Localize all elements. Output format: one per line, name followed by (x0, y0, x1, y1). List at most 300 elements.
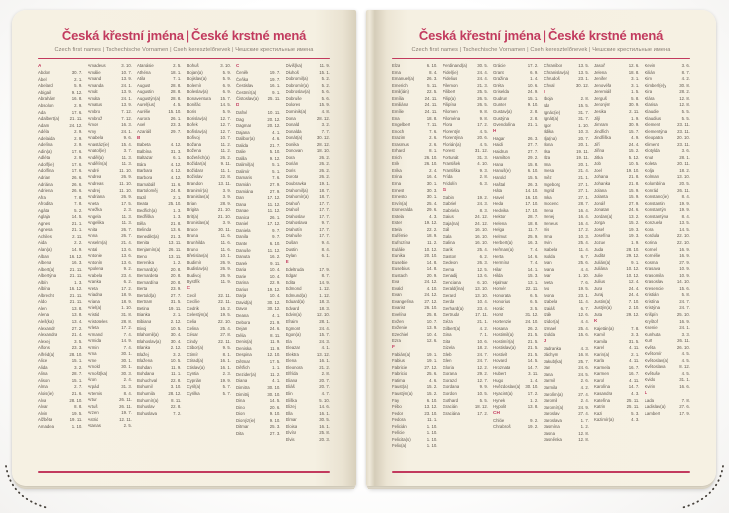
first-name: Gunter (493, 102, 507, 108)
first-name: Juraj (594, 292, 604, 298)
first-name: Elza (392, 63, 401, 69)
name-day-date: 18. 10. (316, 148, 330, 154)
name-day-date: 12. 6. (628, 63, 640, 69)
first-name: Eulálie (392, 246, 405, 252)
name-day-date: 17. 7. (319, 226, 330, 232)
name-day-date: 31. 7. (578, 116, 589, 122)
name-day-date: 27. 7. (527, 142, 539, 148)
name-day-date: 27. 9. (628, 200, 640, 206)
name-day-date: 16. 7. (628, 364, 640, 370)
first-name: Ábel (38, 76, 47, 82)
first-name: Kornel (644, 246, 657, 252)
name-day-date: 1. 10. (426, 423, 438, 429)
first-name: Kryštof (644, 318, 658, 324)
name-day-date: 26. 6. (71, 188, 83, 194)
first-name: Kordula (644, 233, 660, 239)
first-name: Karol (594, 377, 605, 383)
name-day-date: 4. 11. (629, 345, 640, 351)
name-day-date: 27. 9. (269, 182, 281, 188)
first-name: Gaius (442, 214, 454, 220)
first-name: Jasoň (594, 63, 606, 69)
name-day-date: 17. 5. (269, 358, 281, 364)
name-day-date: 13. 11. (168, 240, 182, 246)
name-day-date: 26. 10. (424, 305, 438, 311)
first-name: Andriana (87, 194, 105, 200)
name-day-date: 19. 12. (424, 220, 438, 226)
name-day-date: 1. 1. (272, 365, 281, 371)
name-day-date: 8. 4. (681, 194, 690, 200)
name-day-date: 31. 3. (170, 148, 182, 154)
first-name: Galina (442, 240, 455, 246)
name-day-date: 22. 10. (676, 239, 690, 245)
name-day-date: 16. 9. (679, 253, 690, 259)
name-day-date: 19. 7. (269, 76, 281, 82)
name-day-date: 4. 2. (681, 76, 690, 82)
first-name: Čestislav (236, 83, 254, 89)
first-name: Fabián(a) (392, 351, 411, 357)
name-day-date: 4. 3. (631, 391, 640, 397)
name-day-date: 20. 6. (269, 404, 281, 410)
name-day-date: 7. 6. (580, 279, 589, 285)
name-day-date: 28. 10. (69, 351, 83, 357)
title-separator: | (185, 28, 189, 43)
name-day-date: 28. 7. (527, 214, 539, 220)
first-name: Armand (87, 331, 103, 337)
name-day-date: 10. 7. (426, 318, 438, 324)
top-rule (38, 58, 330, 60)
name-day-date: 1. 2. (580, 424, 589, 430)
first-name: Dobromír(a) (285, 82, 309, 88)
first-name: Ariana (87, 298, 100, 304)
name-day-date: 28. 1. (319, 319, 330, 325)
name-day-date: 8. 1. (429, 148, 438, 154)
name-day-date: 18. 9. (121, 292, 132, 298)
name-day-date: 6. 5. (530, 292, 539, 298)
first-name: Alen (38, 305, 47, 311)
name-day-date: 26. 7. (121, 226, 132, 232)
name-day-date: 27. 4. (578, 391, 589, 397)
first-name: Květomír (644, 351, 662, 357)
name-day-date: 14. 8. (426, 259, 438, 265)
name-day-date: 14. 5. (527, 358, 539, 364)
first-name: Gracián (442, 404, 458, 410)
first-name: Kolombína (644, 181, 666, 187)
name-day-date: 26. 10. (424, 161, 438, 167)
name-day-date: 21. 4. (578, 168, 589, 174)
first-name: Garik (442, 247, 453, 252)
name-day-date: 25. 4. (578, 325, 589, 331)
name-column (38, 63, 83, 459)
name-day-date: 17. 10. (525, 207, 539, 213)
first-name: Eusebius (392, 266, 410, 272)
name-day-date: 13. 8. (527, 404, 539, 410)
name-day-date: 2. 5. (173, 63, 182, 69)
first-name: Gerald(ína) (442, 286, 465, 292)
first-name: Donát(a) (285, 135, 303, 141)
first-name: Ariadna (87, 292, 103, 298)
name-day-date: 26. 3. (426, 76, 438, 82)
first-name: Ima (543, 161, 551, 167)
name-day-date: 4. 4. (580, 319, 589, 325)
first-name: Amát (87, 89, 98, 95)
title-slovak: České krstné mená (548, 28, 664, 43)
first-name: Evelína (392, 311, 407, 317)
name-day-date: 21. 5. (527, 351, 539, 357)
name-day-date: 11. 1. (427, 417, 438, 423)
first-name: Běla (137, 220, 146, 226)
name-day-date: 24. 1. (679, 325, 690, 331)
name-day-date: 19. 2. (477, 194, 488, 200)
name-day-date: 26. 2. (319, 174, 330, 180)
first-name: Benjamín(a) (137, 247, 161, 252)
name-day-date: 17. 12. (267, 195, 281, 201)
first-name: Filomen (442, 109, 458, 115)
name-day-date: 27. 6. (679, 404, 690, 410)
name-day-date: 30. 3. (121, 370, 132, 376)
first-name: Gustav(a) (493, 109, 512, 115)
name-day-date: 5. 2. (74, 207, 83, 213)
first-name: Faust(a) (392, 384, 408, 390)
first-name: Bernardína (137, 279, 159, 285)
name-day-date: 11. 6. (220, 233, 231, 239)
name-day-date: 23. 3. (71, 345, 83, 351)
first-name: Darie (236, 273, 247, 279)
name-day-date: 3. 6. (681, 63, 690, 69)
name-day-date: 1. 9. (631, 239, 640, 245)
first-name: Ernesto (392, 194, 407, 200)
name-day-date: 4. 2. (580, 384, 589, 390)
name-day-date: 14. 6. (527, 253, 539, 259)
first-name: Gerard (442, 292, 456, 298)
first-name: Adelína (38, 142, 53, 148)
first-name: Alban (38, 253, 49, 259)
name-day-date: 5. 7. (222, 384, 231, 390)
name-day-date: 30. 10. (267, 391, 281, 397)
name-day-date: 7. 4. (123, 331, 132, 337)
name-day-date: 30. 12. (267, 299, 281, 305)
title-slovak: České krstné mená (191, 28, 307, 43)
name-day-date: 3. 1. (631, 82, 640, 88)
first-name: Gražina (493, 76, 509, 82)
first-name: Jiřina (594, 148, 605, 154)
first-name: Dobromil(a) (285, 76, 308, 82)
first-name: Alexandr (38, 325, 55, 331)
name-day-date: 6. 2. (123, 279, 132, 285)
name-day-date: 10. 6. (527, 82, 539, 88)
name-day-date: 5. 9. (222, 69, 231, 75)
name-day-date: 25. 5. (477, 89, 488, 95)
first-name: Angelika (87, 220, 104, 226)
section-letter-label: C (186, 286, 190, 292)
name-day-date: 8. 11. (171, 397, 182, 403)
first-name: Konrád (644, 187, 659, 193)
name-day-date: 9. 10. (269, 411, 281, 417)
name-day-date: 14. 9. (121, 338, 132, 344)
name-day-date: 18. 8. (628, 69, 640, 75)
first-name: Emília (392, 95, 404, 101)
name-day-date: 25. 10. (168, 201, 182, 207)
name-day-date: 7. 6. (272, 175, 281, 181)
name-day-date: 2. 10. (628, 305, 640, 311)
name-day-date: 16. 10. (474, 240, 488, 246)
name-day-date: 1. 9. (631, 115, 640, 121)
first-name: Brunhilda (186, 239, 205, 245)
first-name: Kunhuta (644, 331, 661, 337)
first-name: Adolf(ie) (38, 161, 55, 167)
name-day-date: 20. 7. (578, 135, 589, 141)
first-name: Albína (38, 286, 51, 292)
name-day-date: 29. 6. (426, 207, 438, 213)
name-day-date: 23. 9. (170, 286, 182, 292)
first-name: Čistoslav(a) (236, 96, 259, 102)
name-day-date: 2. 7. (74, 384, 83, 390)
name-day-date: 25. 4. (426, 200, 438, 206)
name-day-date: 21. 11. (69, 299, 83, 305)
first-name: Hjalmar (493, 279, 508, 285)
name-column (88, 63, 133, 459)
first-name: Gothard (442, 397, 459, 403)
name-day-date: 17. 2. (477, 122, 488, 128)
first-name: Bedřich(a) (137, 207, 157, 213)
first-name: Johanka (594, 181, 611, 187)
first-name: Alena (38, 312, 49, 318)
first-name: Alida (38, 364, 48, 370)
name-day-date: 11. 10. (119, 187, 132, 193)
name-day-date: 15. 4. (121, 141, 132, 147)
first-name: Helmut (493, 233, 507, 239)
first-name: Aranka (87, 279, 102, 285)
first-name: Amatus (87, 102, 103, 108)
first-name: Absolon (38, 102, 54, 108)
name-day-date: 3. 10. (121, 63, 132, 69)
first-name: Břetislav(a) (186, 253, 209, 259)
name-day-date: 5. 8. (631, 95, 640, 101)
first-name: Gabriel (442, 201, 457, 207)
name-day-date: 31. 7. (578, 109, 589, 115)
first-name: Anna (87, 233, 98, 239)
first-name: Kamila (594, 338, 608, 344)
first-name: Igor (543, 122, 551, 128)
first-name: Edeltruda (285, 266, 304, 272)
first-name: Celia (186, 319, 197, 325)
first-name: Dimitrij (236, 391, 250, 397)
first-name: Dino (236, 404, 245, 410)
name-day-date: 8. 11. (270, 332, 281, 338)
first-name: Arzen (87, 410, 99, 416)
name-day-date: 13. 9. (121, 76, 132, 82)
first-name: Filibert (442, 89, 456, 95)
name-day-date: 9. 12. (71, 89, 83, 95)
first-name: Elmar (285, 417, 297, 423)
first-name: Dalila (236, 155, 247, 161)
first-name: Eliška (285, 397, 297, 403)
first-name: Brian (186, 200, 197, 206)
name-day-date: 20. 1. (578, 161, 589, 167)
name-day-date: 17. 2. (121, 285, 132, 291)
name-day-date: 26. 2. (319, 154, 330, 160)
first-name: Čeněk (236, 70, 249, 76)
first-name: Gilbert(a) (442, 325, 461, 331)
first-name: Alžběta (38, 417, 53, 423)
first-name: Ingrid (543, 188, 555, 194)
name-day-date: 21. 2. (319, 364, 330, 370)
name-day-row (493, 404, 539, 411)
name-day-date: 23. 1. (578, 76, 589, 82)
name-day-date: 25. 11. (626, 397, 640, 403)
first-name: Jindřich (594, 128, 609, 134)
first-name: Ela (285, 338, 292, 344)
name-day-date: 11. 12. (267, 201, 281, 207)
first-name: Fidelius (442, 76, 458, 82)
name-day-date: 4. 12. (170, 161, 182, 167)
name-day-date: 21. 5. (527, 332, 539, 338)
name-day-date: 22. 11. (525, 286, 539, 292)
name-day-date: 27. 9. (269, 188, 281, 194)
name-day-date: 6. 1. (173, 155, 182, 161)
first-name: Fidel(ie) (442, 69, 459, 75)
name-day-date: 10. 1. (220, 253, 231, 259)
first-name: Amadea (38, 423, 55, 429)
name-day-date: 17. 9. (679, 410, 690, 416)
name-day-date: 26. 9. (121, 174, 132, 180)
name-day-date: 30. 9. (628, 102, 640, 108)
name-day-date: 2. 6. (580, 378, 589, 384)
first-name: Gustýna (493, 115, 510, 121)
first-name: Aneta (87, 200, 99, 206)
first-name: Jonatan (594, 207, 610, 213)
first-name: Drahomír(a) (285, 194, 309, 200)
first-name: Damián (236, 182, 251, 188)
name-day-date: 2. 1. (173, 312, 182, 318)
name-day-date: 11. 2. (270, 371, 281, 377)
first-name: Jozue (594, 239, 606, 245)
name-day-date: 5. 12. (628, 154, 640, 160)
first-name: Gvendolína (493, 122, 515, 128)
first-name: Eufrozína (392, 239, 411, 245)
name-day-date: 21. 7. (269, 142, 281, 148)
first-name: Filipína (442, 102, 457, 108)
name-day-date: 24. 4. (477, 76, 488, 82)
first-name: Despina (236, 352, 252, 358)
first-name: Kim (644, 76, 652, 82)
name-day-row (443, 411, 489, 418)
name-day-date: 2. 8. (530, 109, 539, 115)
name-day-date: 26. 1. (269, 214, 281, 220)
name-day-date: 19. 9. (679, 200, 690, 206)
name-day-date: 1. 12. (319, 286, 330, 292)
first-name: Alina (38, 371, 48, 377)
first-name: Ervín(a) (392, 200, 408, 206)
first-name: Dětmar (236, 358, 251, 364)
first-name: Fay (392, 397, 400, 403)
name-day-date: 4. 11. (629, 358, 640, 364)
name-day-date: 5. 10. (269, 149, 281, 155)
first-name: Helga (493, 227, 505, 233)
name-day-date: 28. 8. (170, 95, 182, 101)
first-name: Dejan (236, 326, 248, 332)
name-day-date: 3. 2. (321, 122, 330, 128)
first-name: Jana (543, 371, 553, 377)
first-name: Fortunát (442, 154, 459, 160)
first-name: Frída (442, 174, 453, 180)
name-day-date: 21. 3. (170, 233, 182, 239)
name-day-date: 31. 8. (121, 311, 132, 317)
name-day-date: 24. 6. (269, 326, 281, 332)
first-name: Herta (493, 253, 504, 259)
first-name: Atila (137, 76, 146, 82)
first-name: Jáchym (543, 352, 559, 358)
name-day-date: 3. 9. (222, 194, 231, 200)
name-day-date: 19. 10. (626, 167, 640, 173)
first-name: Filoména (442, 115, 461, 121)
first-name: Dona (285, 115, 296, 121)
first-name: Kajetán(a) (594, 325, 614, 331)
name-day-date: 1. 10. (426, 443, 438, 449)
name-day-date: 30. 7. (71, 70, 83, 76)
name-day-date: 13. 11. (168, 253, 182, 259)
name-day-date: 16. 4. (426, 174, 438, 180)
first-name: Ivana (543, 266, 555, 272)
name-day-date: 10. 5. (628, 161, 640, 167)
first-name: Eva (392, 279, 400, 285)
name-day-date: 13. 9. (121, 89, 132, 95)
name-day-date: 4. 6. (272, 136, 281, 142)
first-name: Klotylda (644, 148, 660, 154)
first-name: Erina (392, 174, 403, 180)
names-table-left (38, 63, 330, 459)
name-day-date: 25. 11. (626, 404, 640, 410)
first-name: Izaiáš (543, 305, 555, 311)
name-day-date: 4. 1. (272, 312, 281, 318)
name-day-date: 9. 6. (123, 135, 132, 141)
name-day-date: 5. 10. (319, 397, 330, 403)
first-name: Karolína (594, 384, 611, 390)
name-day-date: 15. 1. (71, 358, 83, 364)
first-name: Iněz (543, 174, 552, 180)
name-day-date: 4. 5. (681, 357, 690, 363)
name-day-date: 5. 1. (272, 168, 281, 174)
first-name: Danae (236, 208, 249, 214)
first-name: Gerhard(a) (442, 305, 464, 311)
name-day-date: 25. 8. (319, 430, 330, 436)
name-day-date: 2. 1. (631, 351, 640, 357)
name-day-date: 14. 5. (71, 214, 83, 220)
first-name: Chrabroš (493, 424, 511, 430)
first-name: Budislav(a) (186, 266, 208, 272)
first-name: Beata (137, 201, 149, 207)
first-name: Ilza (543, 155, 551, 161)
name-day-date: 19. 1. (426, 358, 438, 364)
name-day-date: 15. 9. (628, 187, 640, 193)
first-name: Květa (644, 344, 656, 350)
first-name: Edmund(a) (285, 292, 307, 298)
first-name: Cyprián (186, 377, 202, 383)
name-day-date: 5. 3. (631, 410, 640, 416)
name-day-date: 25. 11. (267, 96, 281, 102)
first-name: Eduard(a) (285, 299, 305, 305)
first-name: Karla (594, 358, 605, 364)
first-name: Haštal (493, 181, 506, 187)
first-name: Bojan(a) (186, 69, 203, 75)
first-name: Ctirad(a) (186, 358, 204, 364)
first-name: Evžen (392, 318, 404, 324)
first-name: Edita (285, 279, 296, 285)
first-name: Bohuchval (137, 377, 158, 383)
name-day-date: 11. 6. (220, 239, 231, 245)
first-name: Aurélie (137, 109, 151, 115)
name-day-date: 7. 8. (631, 325, 640, 331)
name-day-date: 26. 3. (527, 181, 539, 187)
